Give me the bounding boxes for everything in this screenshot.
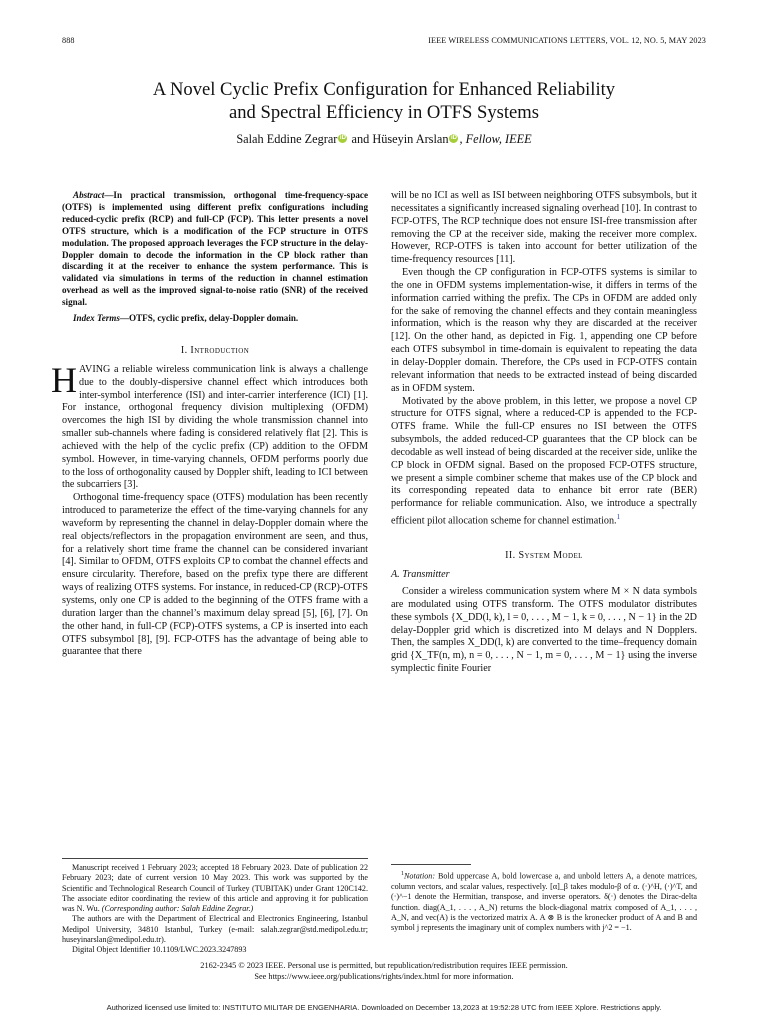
author-name: Hüseyin Arslan [372,132,449,146]
section-heading-system-model: II. System Model [505,550,583,562]
section-heading-intro: I. Introduction [180,344,250,356]
index-terms [62,313,368,325]
footnote-number: 1 [401,871,404,877]
corresponding-author: (Corresponding author: Salah Eddine Zegrar.) [101,904,254,914]
right-paragraph-1: will be no ICI as well as ISI between neighboring OTFS subsymbols, but it necessitates a significantly increased signaling overhead [10]. In contrast to FCP-OTFS, The RCP technique does not ensure ISI-free transmission after removing the CP at the receiver side, making the receiver more complex. However, RCP-OTFS is taken into account for better utilization of the time-frequency resources [11]. [391,190,697,266]
paper-title [62,78,706,124]
copyright-line: 2162-2345 © 2023 IEEE. Personal use is permitted, but republication/redistribution requires IEEE permission. [200,961,568,970]
left-column [51,190,368,659]
abstract [62,190,368,309]
right-paragraph-2: Even though the CP configuration in FCP-OTFS systems is similar to the one in OFDM systems implementation-wise, it differs in terms of the information carried withing the prefix. The CPs in OFDM are added only for the sake of removing the channel effects and they contain meaningless information, which is the reason why they are discarded at the receiver [12]. On the other hand, as depicted in Fig. 1, appending one CP before each OTFS subsymbol in time-domain is equivalent to repeating the data in delay-Doppler domain. Therefore, the CPs used in FCP-OTFS contain relevant information that needs to be extracted instead of being discarded as in OFDM system. [391,267,697,394]
subsection-heading-transmitter: A. Transmitter [391,569,450,581]
abstract-text: —In practical transmission, orthogonal time-frequency-space (OTFS) is implemented using different prefix configurations including reduced-cyclic prefix (RCP) and full-CP (FCP). This letter presents a novel OTFS structure, which is a modification of the FCP structure in OTFS modulation. The proposed approach leverages the FCP structure in the delay-Doppler domain to decode the information in the CP block rather than discarding it at the receiver to enhance the system performance. This is validated via simulations in terms of the reduction in channel estimation overhead as well as the improved signal-to-noise ratio (SNR) of the received signal. [62,190,368,308]
page-number: 888 [62,36,75,45]
notation-label: Notation: [404,871,436,881]
notation-text: Bold uppercase A, bold lowercase a, and unbold letters A, a denote matrices, column vectors, and scalar values, respectively. [α]_β takes modulo-β of α. (·)^H, (·)^T, and (·)^−1 denote the Hermitian, transpose, and inverse operators. δ(·) denotes the Dirac-delta function. diag(A_1, . . . , A_N) returns the block-diagonal matrix composed of A_1, . . . , A_N, and vec(A) is the vectorized matrix A. A ⊗ B is the kronecker product of A and B and symbol j represents the imaginary unit of complex numbers with j^2 = −1. [391,871,697,933]
left-footnote [62,858,368,956]
journal-header: IEEE WIRELESS COMMUNICATIONS LETTERS, VOL. 12, NO. 5, MAY 2023 [428,36,706,45]
footnote-rule [391,864,471,865]
author-name: Salah Eddine Zegrar [236,132,338,146]
rights-link[interactable]: See https://www.ieee.org/publications/rights/index.html for more information. [254,972,514,981]
manuscript-note [62,863,368,914]
footnote-rule [62,858,368,859]
title-line-1: A Novel Cyclic Prefix Configuration for Enhanced Reliability [152,79,616,100]
footnote-marker[interactable]: 1 [616,513,621,522]
author-connector: and [348,132,373,146]
affiliation-note: The authors are with the Department of Electrical and Electronics Engineering, Istanbul Medipol University, 34810 Istanbul, Turkey (e-mail: salah.zegrar@std.medipol.edu.tr; huseyinarslan@medipol.edu.tr). [62,914,368,945]
intro-paragraph-2: Orthogonal time-frequency space (OTFS) modulation has been recently introduced to parameterize the effect of the time-varying channels for any waveform by representing the channel in delay-Doppler domain where the real objects/reflectors in the propagation environment are seen, and thus, for a relatively short time frame the channel can be considered invariant [4]. Similar to OFDM, OTFS exploits CP to combat the channel effects and ensure circularity. Therefore, based on the prefix type there are different ways of realizing OTFS systems. For instance, in reduced-CP (RCP)-OTFS systems, only one CP is added to the beginning of the OTFS frame with a duration larger than the channel’s maximum delay spread [5], [6], [7]. On the other hand, in full-CP (FCP)-OTFS systems, a CP is inserted into each OTFS subsymbol [8], [9]. FCP-OTFS has the advantage of being able to guarantee that there [62,492,368,658]
intro-paragraph-1 [51,359,368,492]
author-suffix: , Fellow, IEEE [459,132,532,146]
copyright-block [62,960,706,982]
orcid-icon[interactable]: iD [339,135,346,141]
dropcap: H [51,359,77,400]
manuscript-note-text: Manuscript received 1 February 2023; accepted 18 February 2023. Date of publication 22 February 2023; date of current version 10 May 2023. This work was supported by the Scientific and Technological Research Council of Turkey (TUBITAK) under Grant 120C142. The associate editor coordinating the review of this article and approving it for publication was N. Wu. [62,863,368,914]
license-note: Authorized licensed use limited to: INSTITUTO MILITAR DE ENGENHARIA. Downloaded on December 13,2023 at 19:52:28 UTC from IEEE Xplore. Restrictions apply. [106,1003,662,1012]
right-column [391,190,697,676]
title-line-2: and Spectral Efficiency in OTFS Systems [228,102,540,123]
notation-footnote [391,869,697,933]
system-model-paragraph: Consider a wireless communication system where M × N data symbols are modulated using OTFS transform. The OTFS modulator distributes these symbols {X_DD(l, k), l = 0, . . . , M − 1, k = 0, . . . , N − 1} in the 2D delay-Doppler grid which is discretized into M delays and N Dopplers. Then, the samples X_DD(l, k) are converted to the time–frequency domain grid {X_TF(n, m), n = 0, . . . , N − 1, m = 0, . . . , M − 1} using the inverse symplectic finite Fourier [391,586,697,675]
author-list [62,132,706,147]
index-terms-text: —OTFS, cyclic prefix, delay-Doppler domain. [119,313,299,324]
doi-note: Digital Object Identifier 10.1109/LWC.2023.3247893 [72,945,247,955]
right-paragraph-3-text: Motivated by the above problem, in this letter, we propose a novel CP structure for OTFS signal, where a reduced-CP is appended to the FCP-OTFS frame. While the full-CP ensures no ISI between the OTFS subsymbols, the added reduced-CP guarantees that the CP block can be decodable as well instead of being discarded at the receiver side, unlike the CP block in OFDM signal. Based on the proposed FCP-OTFS structure, we present a simple combiner scheme that makes use of the CP block and its corresponding repeated data to enhance bit error rate (BER) performance for reliable communication. Also, we introduce a spectrally efficient pilot allocation scheme for channel estimation. [391,395,697,527]
orcid-icon[interactable]: iD [450,135,457,141]
intro-paragraph-1-text: AVING a reliable wireless communication link is always a challenge due to the doubly-dispersive channel effect which introduces both inter-symbol interference (ISI) and inter-carrier interference (ICI) [1]. For instance, orthogonal frequency division multiplexing (OFDM) overcomes the high ISI by dividing the whole transmission channel into smaller sub-channels where fading is considered relatively flat [2]. This is achieved with the help of the cyclic prefix (CP) addition to the OFDM symbol. However, in time-varying channels, OFDM performs poorly due to the loss of orthogonality caused by Doppler shift, leading to ICI between the subcarriers [3]. [62,363,368,491]
abstract-label: Abstract [73,190,105,200]
right-footnote [391,864,697,933]
right-paragraph-3 [391,396,697,529]
index-terms-label: Index Terms [73,313,120,324]
